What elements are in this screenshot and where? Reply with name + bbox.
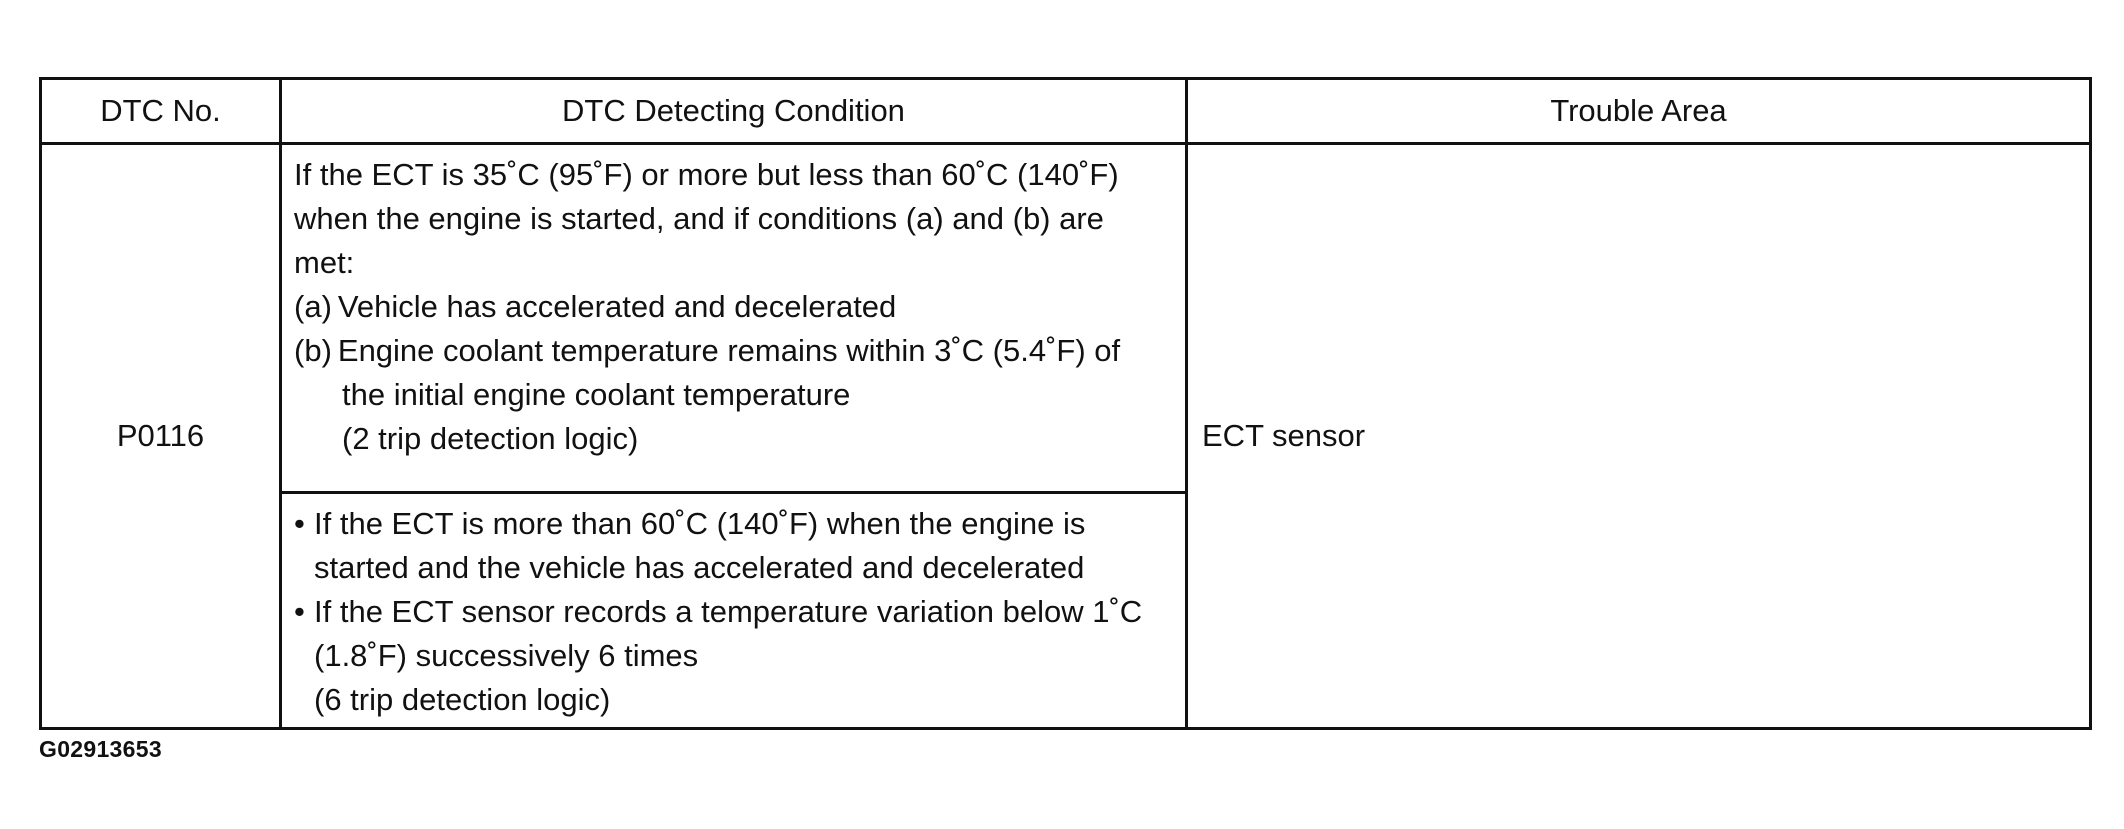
- trouble-area-cell: ECT sensor: [1187, 144, 2091, 729]
- item-b-continuation: the initial engine coolant temperature: [342, 377, 851, 412]
- item-a-marker: (a): [294, 289, 332, 324]
- bullet-2-continuation: (1.8˚F) successively 6 times: [314, 638, 699, 673]
- dtc-table: [39, 77, 2092, 730]
- condition-cell-secondary: [281, 493, 1187, 729]
- table-header-row: [41, 79, 2091, 144]
- bullet-2-text: If the ECT sensor records a temperature variation below 1˚C: [314, 594, 1143, 629]
- table-row: [41, 144, 2091, 493]
- condition-item-a: [294, 285, 1175, 329]
- dtc-code-cell: P0116: [41, 144, 281, 729]
- condition-intro-line: met:: [294, 245, 355, 280]
- bullet-icon: •: [294, 594, 305, 629]
- condition-bullet-2: [294, 590, 1175, 634]
- header-dtc-no: DTC No.: [41, 79, 281, 144]
- condition-intro-line: If the ECT is 35˚C (95˚F) or more but less than 60˚C (140˚F): [294, 157, 1119, 192]
- condition-bullet-1: [294, 502, 1175, 546]
- bullet-1-continuation: started and the vehicle has accelerated and decelerated: [314, 550, 1085, 585]
- item-a-text: Vehicle has accelerated and decelerated: [337, 289, 897, 324]
- item-b-continuation: (2 trip detection logic): [342, 421, 639, 456]
- header-trouble-area: Trouble Area: [1187, 79, 2091, 144]
- condition-cell-primary: [281, 144, 1187, 493]
- bullet-icon: •: [294, 506, 305, 541]
- item-b-text: Engine coolant temperature remains within 3˚C (5.4˚F) of: [337, 333, 1121, 368]
- figure-id: G02913653: [39, 736, 162, 762]
- item-b-marker: (b): [294, 333, 332, 368]
- condition-item-b: [294, 329, 1175, 373]
- condition-intro-line: when the engine is started, and if conditions (a) and (b) are: [294, 201, 1104, 236]
- header-detecting-condition: DTC Detecting Condition: [281, 79, 1187, 144]
- bullet-2-continuation: (6 trip detection logic): [314, 682, 611, 717]
- bullet-1-text: If the ECT is more than 60˚C (140˚F) when the engine is: [314, 506, 1086, 541]
